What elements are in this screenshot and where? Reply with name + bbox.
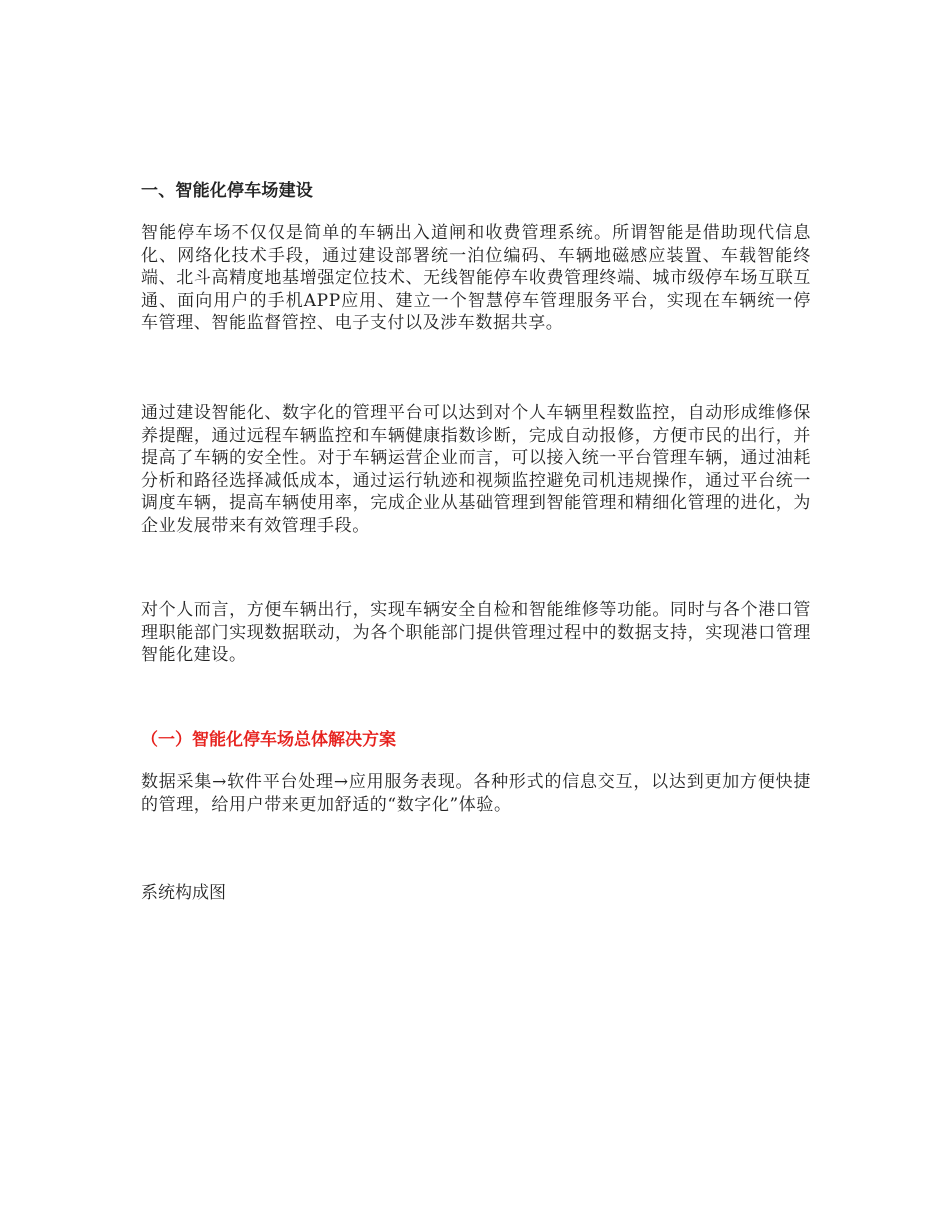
paragraph-platform: 通过建设智能化、数字化的管理平台可以达到对个人车辆里程数监控，自动形成维修保养提醒，通过远程车辆监控和车辆健康指数诊断，完成自动报修，方便市民的出行，并提高了车辆的安全性。对于车辆运营企业而言，可以接入统一平台管理车辆，通过油耗分析和路径选择减低成本，通过运行轨迹和视频监控避免司机违规操作，通过平台统一调度车辆，提高车辆使用率，完成企业从基础管理到智能管理和精细化管理的进化，为企业发展带来有效管理手段。 [141,403,811,536]
paragraph-intro: 智能停车场不仅仅是简单的车辆出入道闸和收费管理系统。所谓智能是借助现代信息化、网络化技术手段，通过建设部署统一泊位编码、车辆地磁感应装置、车载智能终端、北斗高精度地基增强定位技术、无线智能停车收费管理终端、城市级停车场互联互通、面向用户的手机APP应用、建立一个智慧停车管理服务平台，实现在车辆统一停车管理、智能监督管控、电子支付以及涉车数据共享。 [141,223,811,333]
figure-caption: 系统构成图 [141,883,226,903]
section-heading: 一、智能化停车场建设 [141,181,313,201]
paragraph-personal: 对个人而言，方便车辆出行，实现车辆安全自检和智能维修等功能。同时与各个港口管理职能部门实现数据联动，为各个职能部门提供管理过程中的数据支持，实现港口管理智能化建设。 [141,600,811,665]
paragraph-solution: 数据采集→软件平台处理→应用服务表现。各种形式的信息交互，以达到更加方便快捷的管理，给用户带来更加舒适的“数字化”体验。 [141,772,811,815]
subsection-heading: （一）智能化停车场总体解决方案 [141,730,396,750]
